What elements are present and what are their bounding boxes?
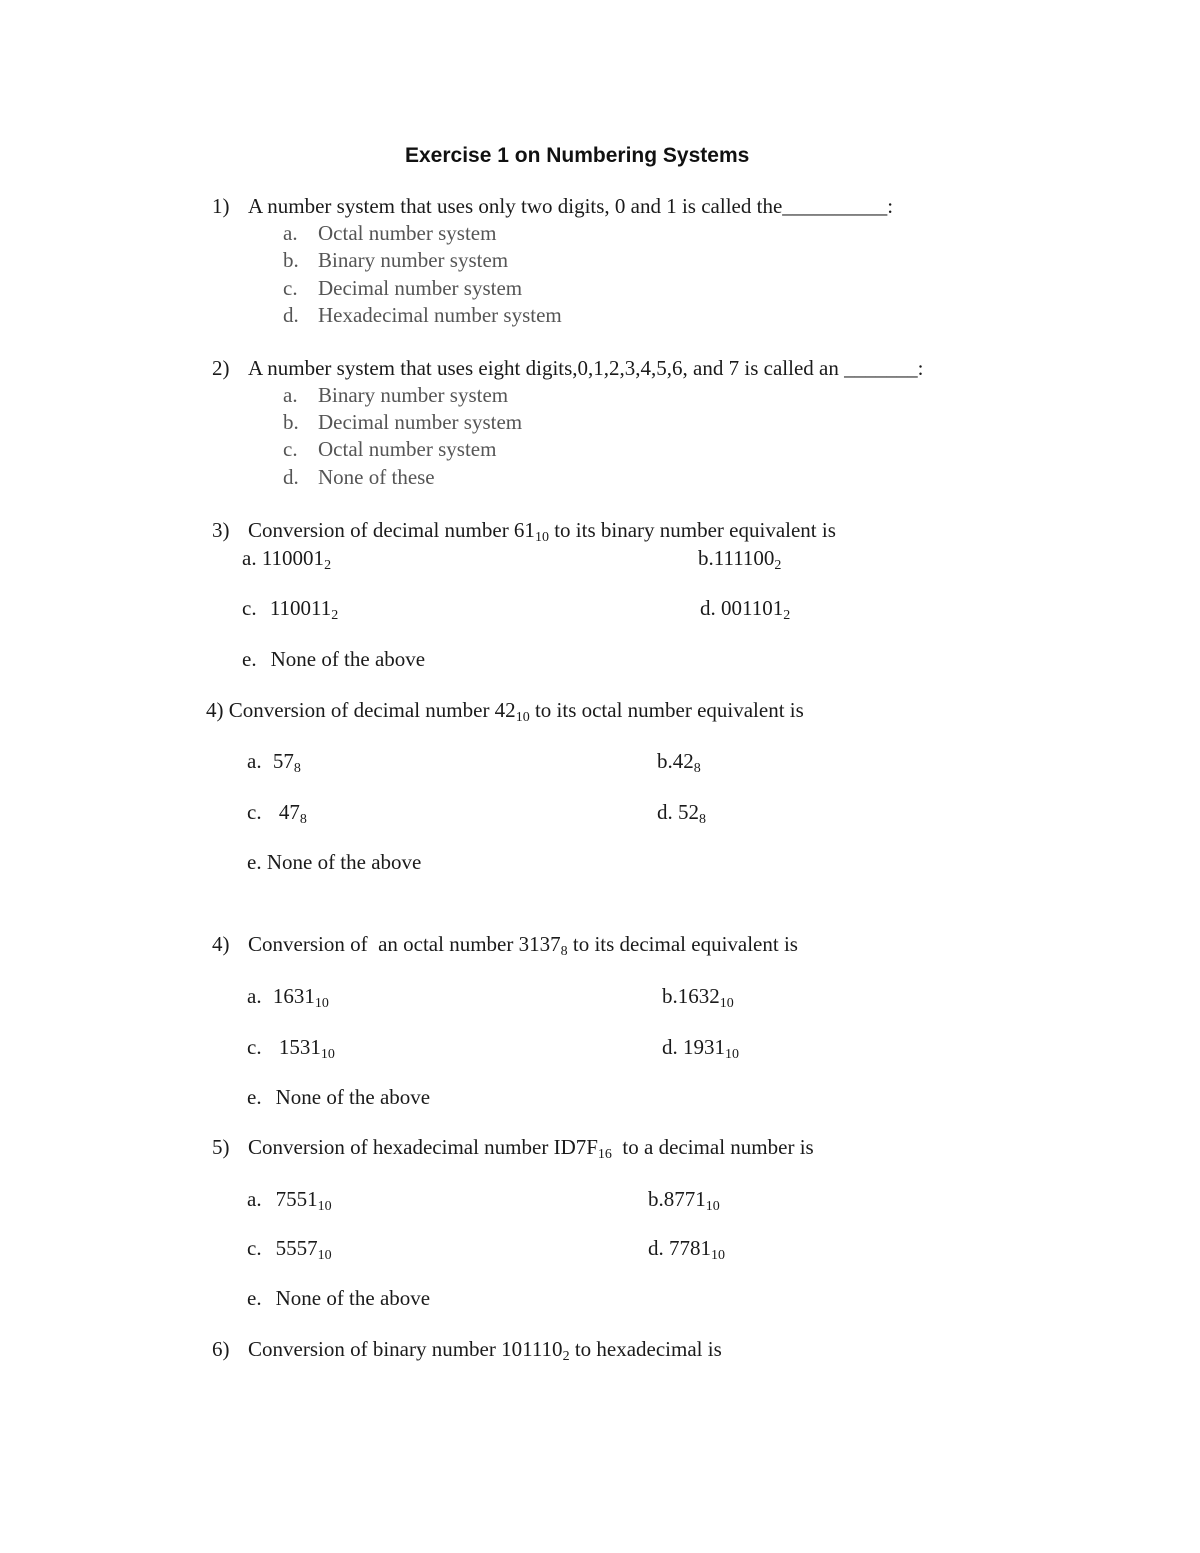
q3-option-c: c. $110011_2$ — [242, 596, 339, 623]
q1-option-a-letter: a. — [283, 221, 298, 245]
q1-option-c-letter: c. — [283, 276, 298, 300]
q1-option-c-text: Decimal number system — [318, 276, 523, 300]
q5-option-b: $b.8771_{10}$ — [648, 1187, 720, 1214]
q4b-option-a: a. $1631_{10}$ — [247, 984, 329, 1011]
question-6-text: Conversion of binary number $101110_2$ to hexadecimal is — [248, 1337, 722, 1364]
q4a-option-a: a. $57_8$ — [247, 749, 301, 776]
question-5-text: Conversion of hexadecimal number $ID7F_{16}$ to a decimal number is — [248, 1135, 814, 1162]
q4b-option-d: d. $1931_{10}$ — [662, 1035, 739, 1062]
q4b-option-c: c. $1531_{10}$ — [247, 1035, 335, 1062]
question-3-number: 3) — [212, 518, 230, 542]
q4b-option-b: $b.1632_{10}$ — [662, 984, 734, 1011]
q4b-option-e: e. None of the above — [247, 1085, 431, 1109]
question-3-text: Conversion of decimal number $61_{10}$ to its binary number equivalent is — [248, 518, 836, 545]
q2-option-d-letter: d. — [283, 465, 299, 489]
q4a-option-b: $b.42_8$ — [657, 749, 701, 776]
q3-option-e: e. None of the above — [242, 647, 426, 671]
answer-blank: __________ — [782, 194, 888, 218]
q1-option-d-text: Hexadecimal number system — [318, 303, 562, 327]
q5-option-e: e. None of the above — [247, 1286, 431, 1310]
q4a-option-c: c. $47_8$ — [247, 800, 307, 827]
q2-option-d-text: None of these — [318, 465, 435, 489]
q3-option-b: $b.111100_2$ — [698, 546, 782, 573]
q4a-option-e: e. None of the above — [247, 850, 422, 874]
q1-option-d-letter: d. — [283, 303, 299, 327]
q2-option-a-text: Binary number system — [318, 383, 509, 407]
q3-option-d: d. $001101_2$ — [700, 596, 791, 623]
q2-option-b-text: Decimal number system — [318, 410, 523, 434]
q4a-option-d: d. $52_8$ — [657, 800, 706, 827]
question-2-number: 2) — [212, 356, 230, 380]
question-6-number: 6) — [212, 1337, 230, 1361]
question-1-number: 1) — [212, 194, 230, 218]
answer-blank: _______ — [844, 356, 918, 380]
question-5-number: 5) — [212, 1135, 230, 1159]
q1-option-b-text: Binary number system — [318, 248, 509, 272]
page-title: Exercise 1 on Numbering Systems — [405, 144, 750, 167]
q3-option-a: a. $110001_2$ — [242, 546, 332, 573]
question-4b-number: 4) — [212, 932, 230, 956]
q5-option-d: d. $7781_{10}$ — [648, 1236, 725, 1263]
question-2-text: A number system that uses eight digits,0,1,2,3,4,5,6, and 7 is called an _______: — [248, 356, 924, 380]
q2-option-a-letter: a. — [283, 383, 298, 407]
q2-option-c-text: Octal number system — [318, 437, 497, 461]
q2-option-b-letter: b. — [283, 410, 299, 434]
question-4a-text: 4) Conversion of decimal number $42_{10}$ to its octal number equivalent is — [206, 698, 804, 725]
q2-option-c-letter: c. — [283, 437, 298, 461]
q5-option-a: a. $7551_{10}$ — [247, 1187, 332, 1214]
q5-option-c: c. $5557_{10}$ — [247, 1236, 332, 1263]
question-1-text: A number system that uses only two digits, 0 and 1 is called the__________: — [248, 194, 894, 218]
q1-option-b-letter: b. — [283, 248, 299, 272]
q1-option-a-text: Octal number system — [318, 221, 497, 245]
question-4b-text: Conversion of an octal number $3137_8$ to its decimal equivalent is — [248, 932, 798, 959]
